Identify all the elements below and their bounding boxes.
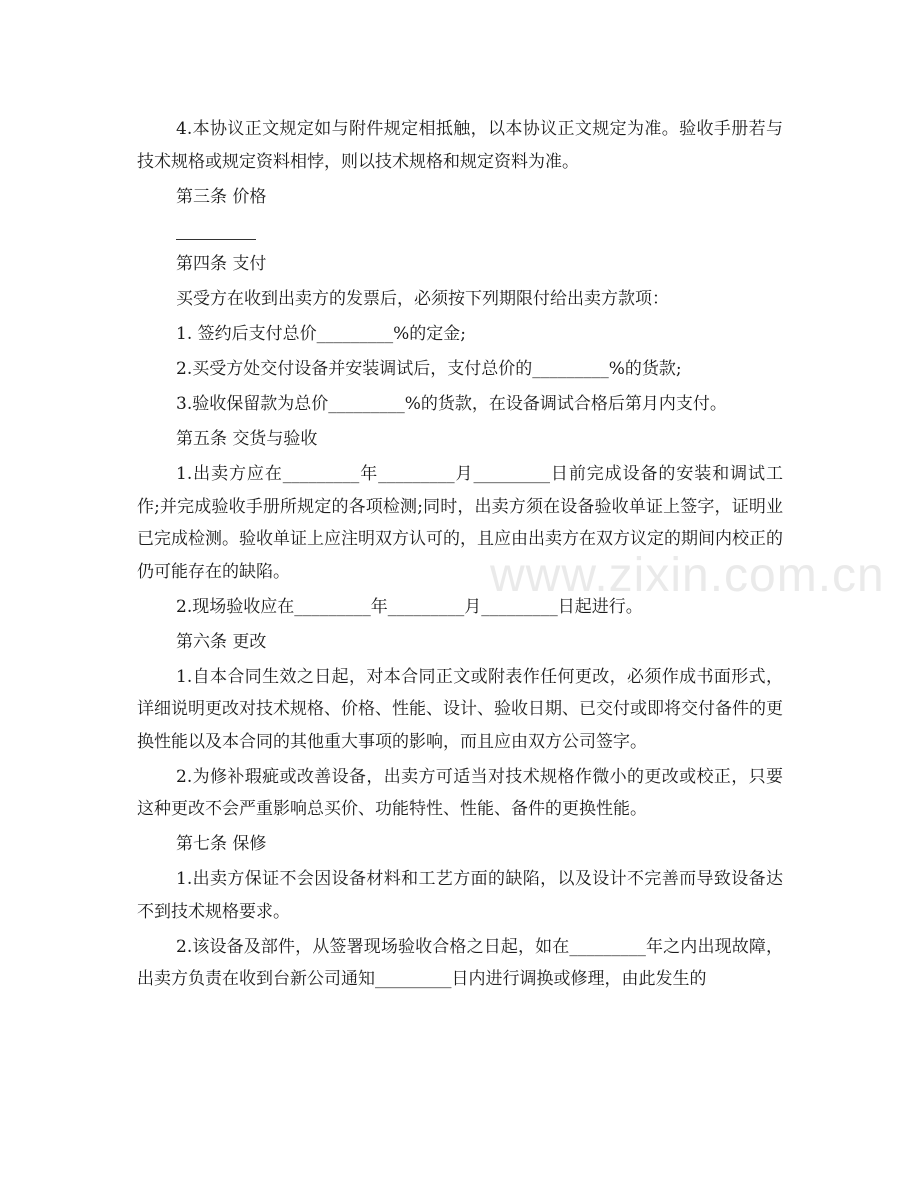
clause-paragraph: 4.本协议正文规定如与附件规定相抵触，以本协议正文规定为准。验收手册若与技术规格或规定资料相悖，则以技术规格和规定资料为准。 [137, 119, 783, 172]
clause-paragraph: 2.买受方处交付设备并安装调试后，支付总价的_________%的货款; [176, 359, 682, 379]
clause-paragraph: 2.现场验收应在_________年_________月_________日起进行。 [176, 596, 643, 617]
article-heading-6: 第六条 更改 [176, 631, 267, 652]
clause-paragraph: 买受方在收到出卖方的发票后，必须按下列期限付给出卖方款项： [176, 289, 669, 309]
clause-paragraph: 1.出卖方应在_________年_________月_________日前完成设备的安装和调试工作;并完成验收手册所规定的各项检测;同时，出卖方须在设备验收单证上签字，证明业已完成检测。验收单证上应注明双方认可的，且应由出卖方在双方议定的期间内校正的仍可能存在的缺陷。 [137, 464, 783, 582]
article-heading-7: 第七条 保修 [176, 834, 267, 854]
article-heading-3: 第三条 价格 [176, 186, 267, 207]
document-body [137, 113, 783, 998]
clause-paragraph: 2.该设备及部件，从签署现场验收合格之日起，如在_________年之内出现故障，出卖方负责在收到台新公司通知_________日内进行调换或修理，由此发生的 [137, 936, 783, 989]
watermark: www.zixin.com.cn [490, 549, 885, 602]
clause-paragraph: 1.自本合同生效之日起，对本合同正文或附表作任何更改，必须作成书面形式，详细说明更改对技术规格、价格、性能、设计、验收日期、已交付或即将交付备件的更换性能以及本合同的其他重大事项的影响，而且应由双方公司签字。 [137, 666, 783, 752]
price-blank-line [176, 219, 256, 240]
clause-paragraph: 2.为修补瑕疵或改善设备，出卖方可适当对技术规格作微小的更改或校正，只要这种更改不会严重影响总买价、功能特性、性能、备件的更换性能。 [137, 766, 783, 819]
clause-paragraph: 1. 签约后支付总价_________%的定金; [176, 324, 467, 344]
article-heading-5: 第五条 交货与验收 [176, 429, 318, 449]
clause-paragraph: 3.验收保留款为总价_________%的货款，在设备调试合格后第月内支付。 [176, 394, 727, 414]
article-heading-4: 第四条 支付 [176, 254, 267, 274]
clause-paragraph: 1.出卖方保证不会因设备材料和工艺方面的缺陷，以及设计不完善而导致设备达不到技术规格要求。 [137, 869, 783, 922]
